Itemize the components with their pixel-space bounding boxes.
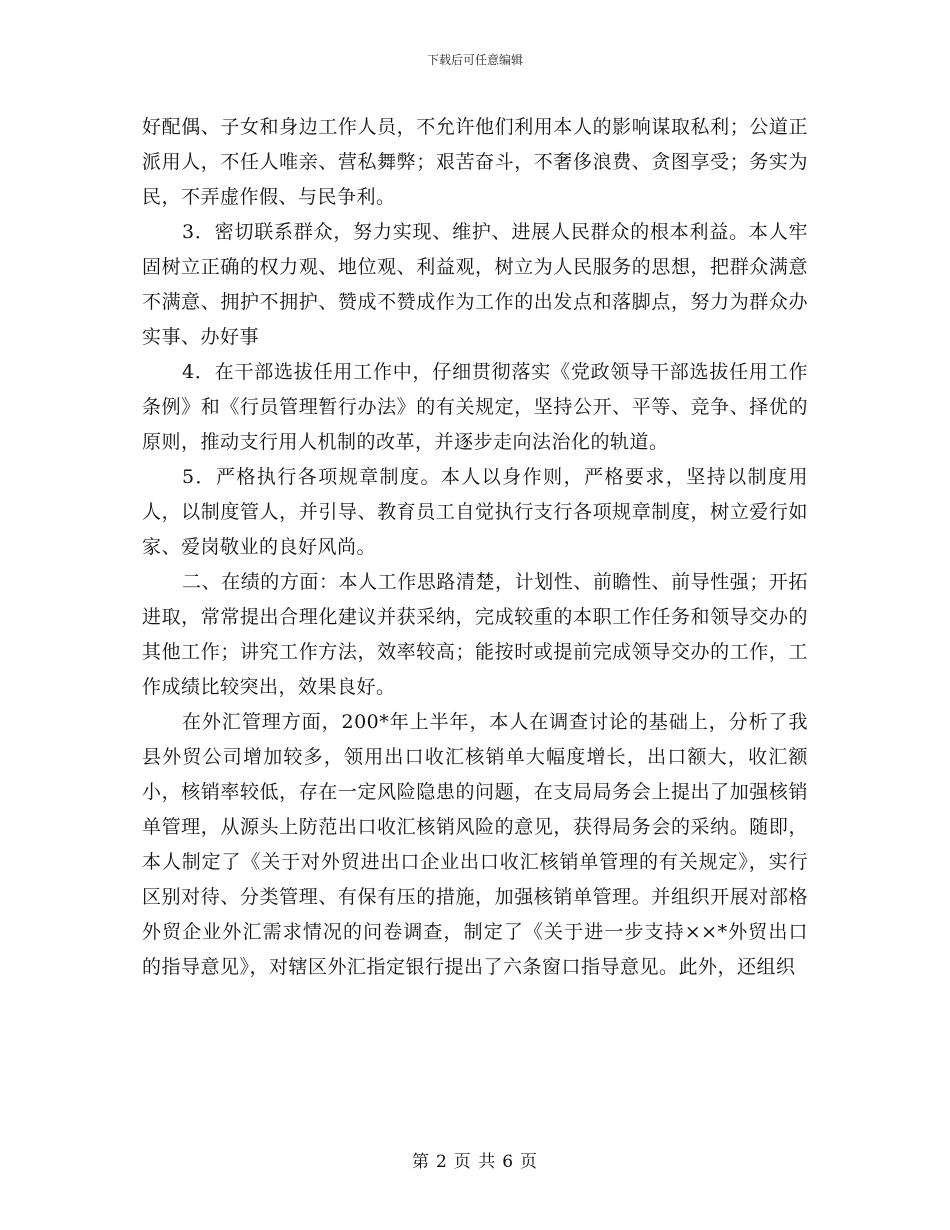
footer-prefix: 第 [411,1152,430,1172]
header-text: 下载后可任意编辑 [426,53,523,67]
page-header [0,52,950,68]
paragraph-6: 在外汇管理方面，200*年上半年，本人在调查讨论的基础上，分析了我县外贸公司增加较多，领用出口收汇核销单大幅度增长，出口额大，收汇额小，核销率较低，存在一定风险隐患的问题，在支局局务会上提出了加强核销单管理，从源头上防范出口收汇核销风险的意见，获得局务会的采纳。随即，本人制定了《关于对外贸进出口企业出口收汇核销单管理的有关规定》，实行区别对待、分类管理、有保有压的措施，加强核销单管理。并组织开展对部格外贸企业外汇需求情况的问卷调查，制定了《关于进一步支持××*外贸出口的指导意见》，对辖区外汇指定银行提出了六条窗口指导意见。此外，还组织 [142,711,808,978]
paragraph-5: 二、在绩的方面：本人工作思路清楚，计划性、前瞻性、前导性强；开拓进取，常常提出合理化建议并获采纳，完成较重的本职工作任务和领导交办的其他工作；讲究工作方法，效率较高；能按时或提前完成领导交办的工作，工作成绩比较突出，效果良好。 [142,571,808,698]
footer-middle: 页 共 [453,1152,497,1172]
footer-suffix: 页 [520,1152,539,1172]
footer-total-pages: 6 [502,1152,515,1172]
footer-current-page: 2 [435,1152,448,1172]
paragraph-2: 3．密切联系群众，努力实现、维护、进展人民群众的根本利益。本人牢固树立正确的权力观、地位观、利益观，树立为人民服务的思想，把群众满意不满意、拥护不拥护、赞成不赞成作为工作的出发点和落脚点，努力为群众办实事、办好事 [142,221,808,348]
paragraph-1: 好配偶、子女和身边工作人员，不允许他们利用本人的影响谋取私利；公道正派用人，不任人唯亲、营私舞弊；艰苦奋斗，不奢侈浪费、贪图享受；务实为民，不弄虚作假、与民争利。 [142,116,808,208]
paragraph-4: 5．严格执行各项规章制度。本人以身作则，严格要求，坚持以制度用人，以制度管人，并引导、教育员工自觉执行支行各项规章制度，树立爱行如家、爱岗敬业的良好风尚。 [142,466,808,558]
document-body [142,110,808,985]
page-footer [0,1151,950,1173]
paragraph-3: 4．在干部选拔任用工作中，仔细贯彻落实《党政领导干部选拔任用工作条例》和《行员管理暂行办法》的有关规定，坚持公开、平等、竞争、择优的原则，推动支行用人机制的改革，并逐步走向法治化的轨道。 [142,361,808,453]
